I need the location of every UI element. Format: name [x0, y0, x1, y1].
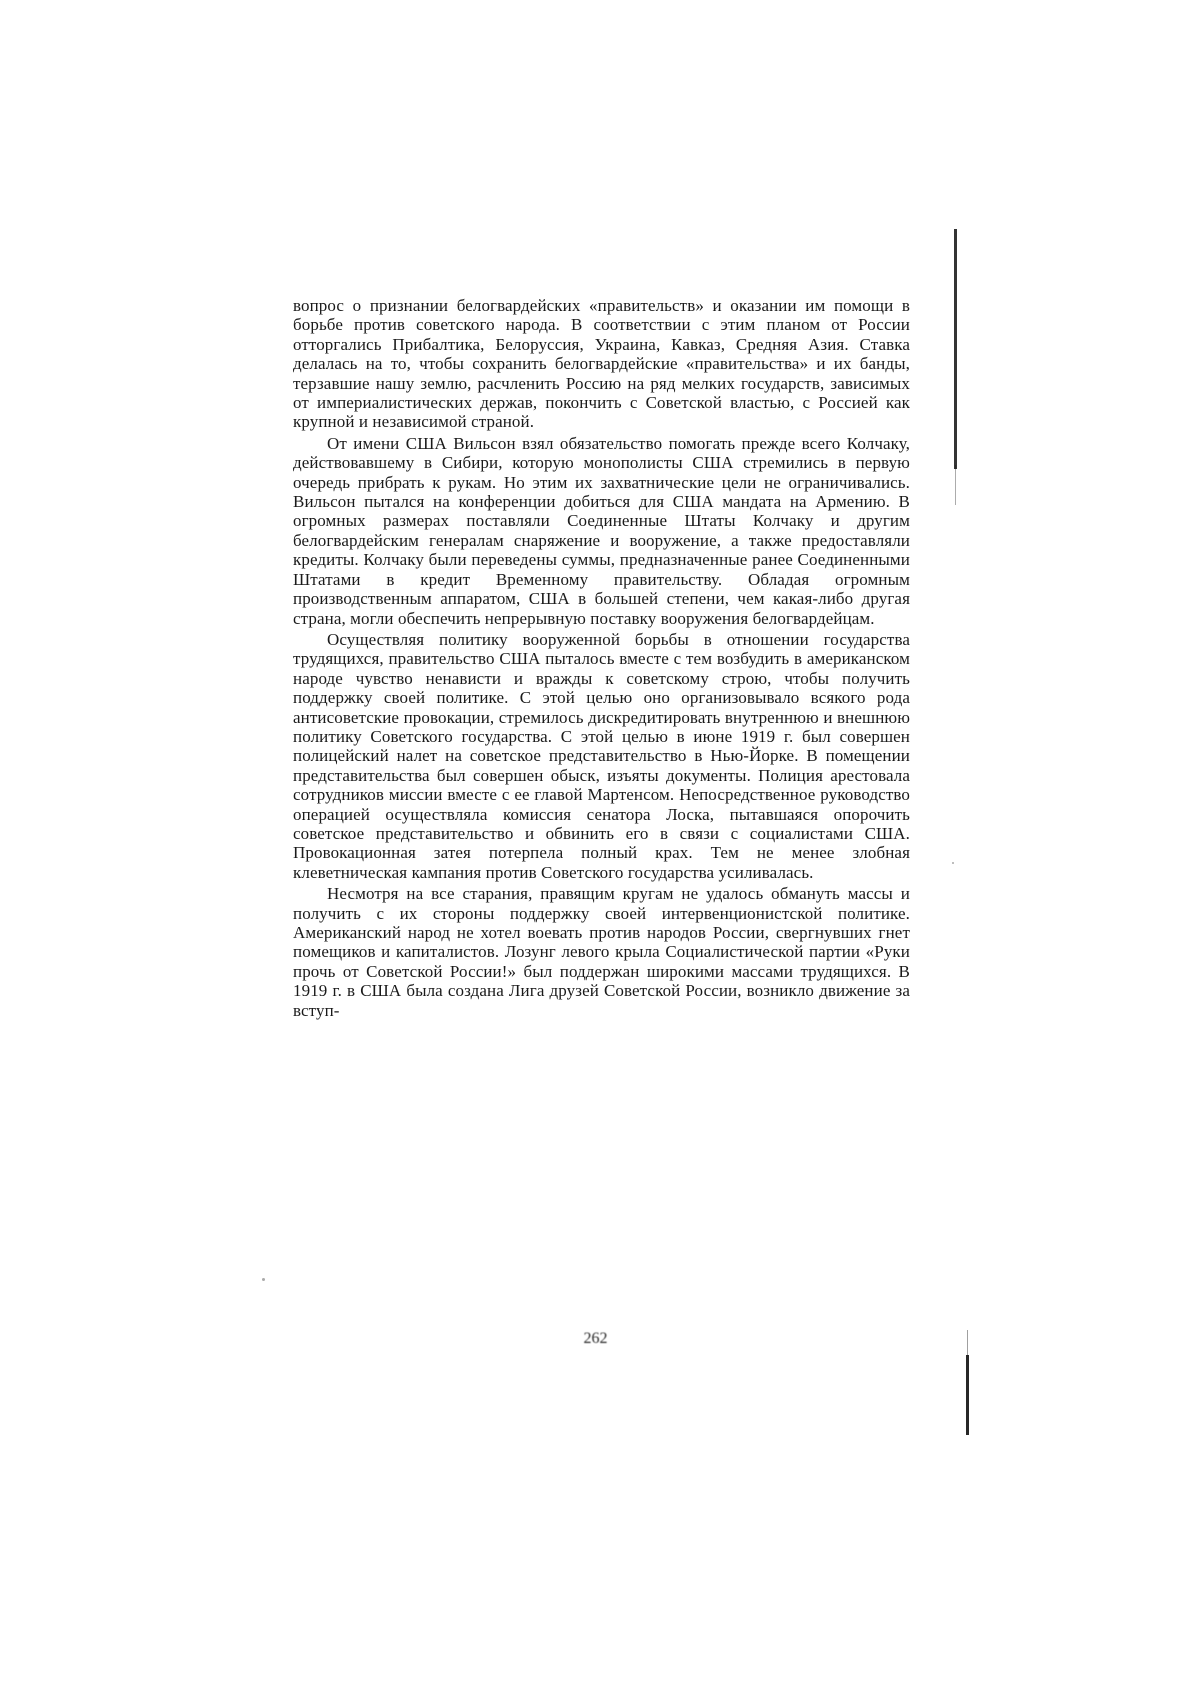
scan-speck [952, 862, 954, 864]
scan-edge-mark-top-faint [955, 465, 956, 505]
scan-edge-mark-top [954, 229, 957, 469]
paragraph-1: вопрос о признании белогвардейских «правительств» и оказании им помощи в борьбе против советского народа. В соответствии с этим планом от России отторгались Прибалтика, Белоруссия, Украина, Кавказ, Средняя Азия. Ставка делалась на то, чтобы сохранить белогвардейские «правительства» и их банды, терзавшие нашу землю, расчленить Россию на ряд мелких государств, зависимых от империалистических держав, покончить с Советской властью, с Россией как крупной и независимой страной. [293, 296, 910, 432]
paragraph-3: Осуществляя политику вооруженной борьбы в отношении государства трудящихся, правительство США пыталось вместе с тем возбудить в американском народе чувство ненависти и вражды к советскому строю, чтобы получить поддержку своей политике. С этой целью оно организовывало всякого рода антисоветские провокации, стремилось дискредитировать внутреннюю и внешнюю политику Советского государства. С этой целью в июне 1919 г. был совершен полицейский налет на советское представительство в Нью-Йорке. В помещении представительства был совершен обыск, изъяты документы. Полиция арестовала сотрудников миссии вместе с ее главой Мартенсом. Непосредственное руководство операцией осуществляла комиссия сенатора Лоска, пытавшаяся опорочить советское представительство и обвинить его в связи с социалистами США. Провокационная затея потерпела полный крах. Тем не менее злобная клеветническая кампания против Советского государства усиливалась. [293, 629, 910, 882]
scan-speck [262, 1278, 265, 1281]
scan-edge-mark-bottom-faint [967, 1330, 968, 1356]
paragraph-2: От имени США Вильсон взял обязательство помогать прежде всего Колчаку, действовавшему в Сибири, которую монополисты США стремились в первую очередь прибрать к рукам. Но этим их захватнические цели не ограничивались. Вильсон пытался на конференции добиться для США мандата на Армению. В огромных размерах поставляли Соединенные Штаты Колчаку и другим белогвардейским генералам снаряжение и вооружение, а также предоставляли кредиты. Колчаку были переведены суммы, предназначенные ранее Соединенными Штатами в кредит Временному правительству. Обладая огромным производственным аппаратом, США в большей степени, чем какая-либо другая страна, могли обеспечить непрерывную поставку вооружения белогвардейцам. [293, 433, 910, 628]
page-number: 262 [583, 1330, 608, 1347]
body-text [293, 296, 910, 1020]
scan-edge-mark-bottom [966, 1355, 969, 1435]
paragraph-4: Несмотря на все старания, правящим кругам не удалось обмануть массы и получить с их стороны поддержку своей интервенционистской политике. Американский народ не хотел воевать против народов России, свергнувших гнет помещиков и капиталистов. Лозунг левого крыла Социалистической партии «Руки прочь от Советской России!» был поддержан широкими массами трудящихся. В 1919 г. в США была создана Лига друзей Советской России, возникло движение за вступ- [293, 884, 910, 1020]
